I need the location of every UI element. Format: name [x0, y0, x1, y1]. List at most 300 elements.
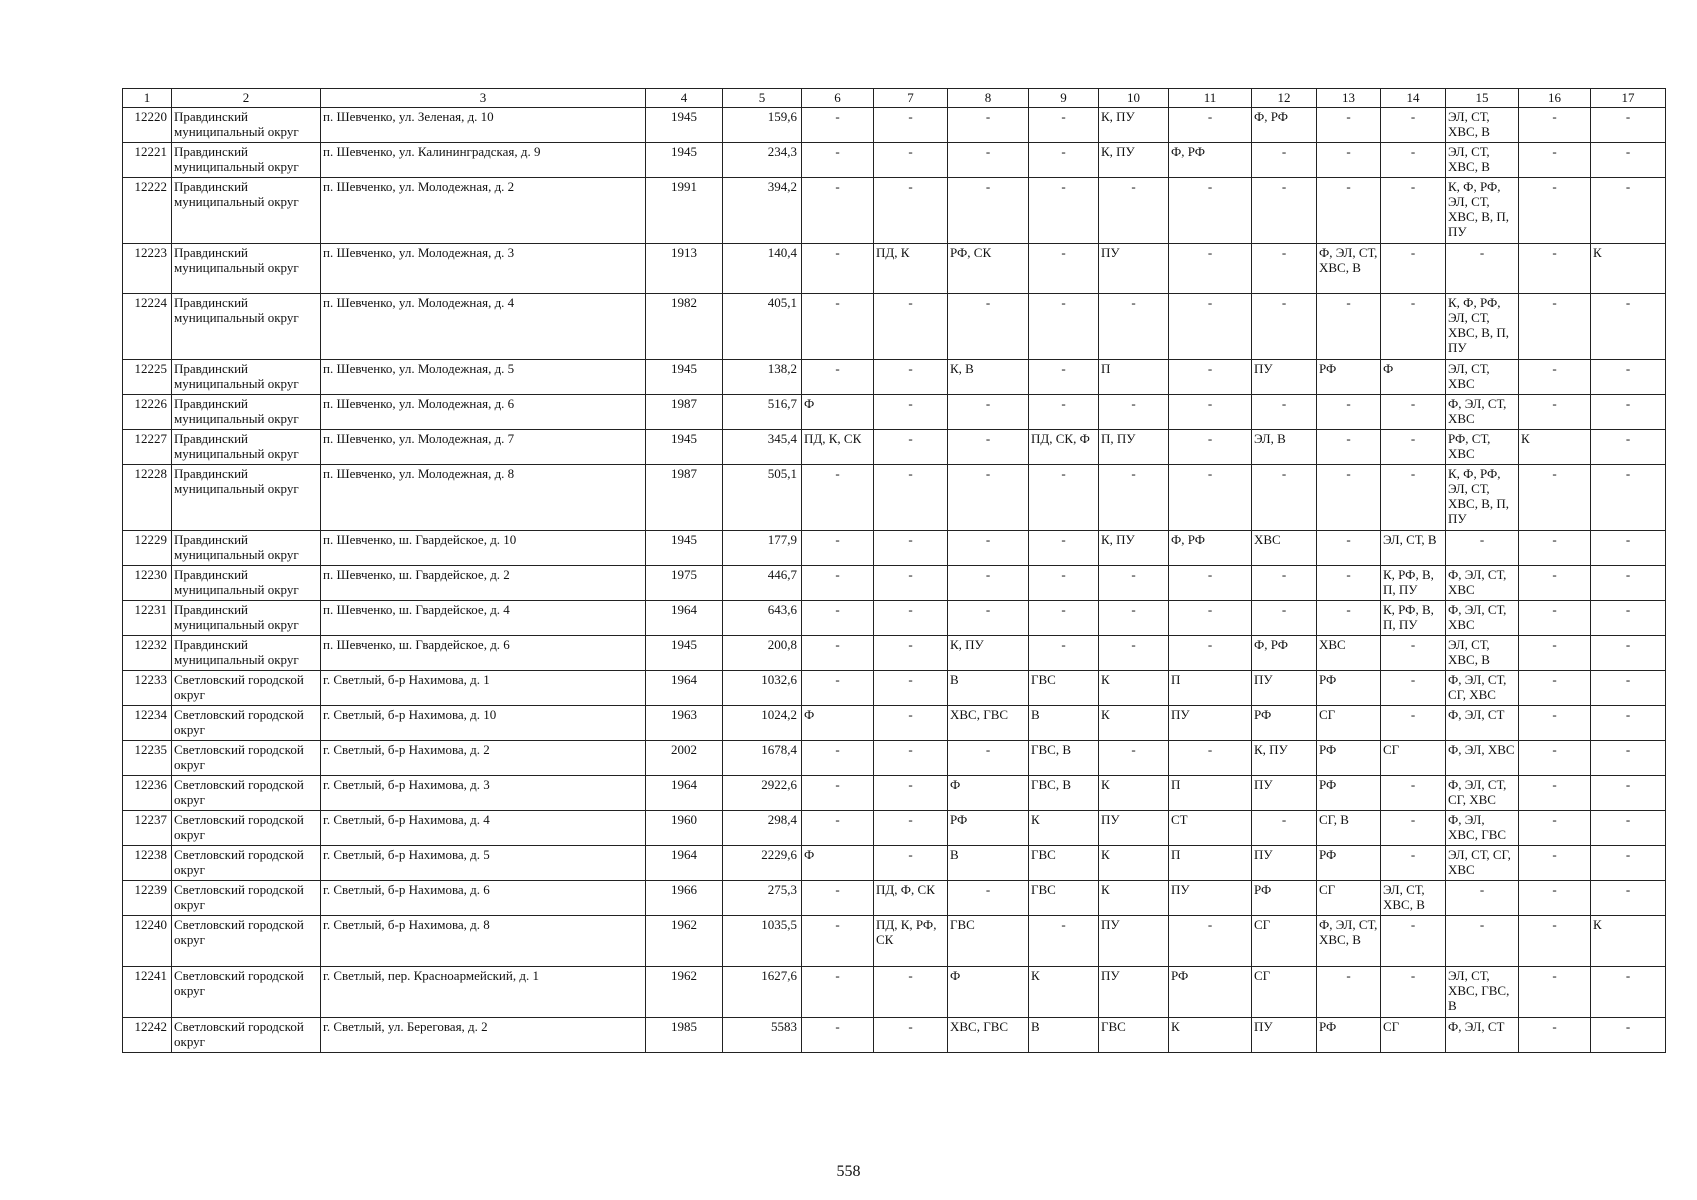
table-cell: Ф, РФ [1169, 531, 1252, 566]
table-cell: ЭЛ, СТ, ХВС, ГВС, В [1446, 967, 1519, 1018]
table-cell: 643,6 [723, 601, 802, 636]
table-cell: - [1519, 776, 1591, 811]
table-cell: - [948, 741, 1029, 776]
table-cell: г. Светлый, б-р Нахимова, д. 4 [321, 811, 646, 846]
table-cell: - [948, 465, 1029, 531]
table-cell: - [802, 776, 874, 811]
table-cell: ГВС [1029, 881, 1099, 916]
column-header: 7 [874, 89, 948, 108]
table-cell: 12235 [123, 741, 172, 776]
table-cell: - [1381, 430, 1446, 465]
table-cell: - [1381, 465, 1446, 531]
table-cell: К [1169, 1018, 1252, 1053]
table-cell: 12222 [123, 178, 172, 244]
table-cell: - [1169, 178, 1252, 244]
table-cell: ГВС [948, 916, 1029, 967]
table-row [123, 531, 1666, 566]
table-cell: 1945 [646, 531, 723, 566]
table-cell: ЭЛ, СТ, ХВС, В [1446, 636, 1519, 671]
table-row [123, 430, 1666, 465]
table-row [123, 566, 1666, 601]
table-cell: - [874, 811, 948, 846]
table-cell: 200,8 [723, 636, 802, 671]
table-cell: К [1099, 846, 1169, 881]
column-header: 2 [172, 89, 321, 108]
table-cell: В [1029, 1018, 1099, 1053]
table-cell: - [1317, 178, 1381, 244]
table-cell: Ф, ЭЛ, СТ [1446, 706, 1519, 741]
table-cell: - [948, 531, 1029, 566]
table-cell: 234,3 [723, 143, 802, 178]
table-cell: ПД, К, РФ, СК [874, 916, 948, 967]
table-cell: - [802, 566, 874, 601]
table-cell: К [1591, 244, 1666, 294]
table-cell: п. Шевченко, ш. Гвардейское, д. 2 [321, 566, 646, 601]
table-cell: 2229,6 [723, 846, 802, 881]
table-cell: - [1169, 395, 1252, 430]
table-cell: 516,7 [723, 395, 802, 430]
table-cell: - [802, 1018, 874, 1053]
table-cell: 1945 [646, 143, 723, 178]
table-cell: - [1519, 244, 1591, 294]
table-cell: ПУ [1169, 706, 1252, 741]
column-header: 11 [1169, 89, 1252, 108]
table-cell: - [874, 531, 948, 566]
table-cell: п. Шевченко, ул. Зеленая, д. 10 [321, 108, 646, 143]
table-row [123, 636, 1666, 671]
table-cell: - [1252, 294, 1317, 360]
table-cell: г. Светлый, пер. Красноармейский, д. 1 [321, 967, 646, 1018]
table-cell: - [1519, 636, 1591, 671]
table-cell: 12220 [123, 108, 172, 143]
table-cell: - [1029, 244, 1099, 294]
table-cell: 345,4 [723, 430, 802, 465]
table-cell: 1987 [646, 395, 723, 430]
table-cell: - [1029, 360, 1099, 395]
table-cell: 1963 [646, 706, 723, 741]
table-cell: - [1519, 706, 1591, 741]
table-cell: - [1381, 967, 1446, 1018]
table-cell: - [1519, 967, 1591, 1018]
table-row [123, 706, 1666, 741]
table-cell: ПУ [1252, 776, 1317, 811]
table-cell: Ф, ЭЛ, СТ [1446, 1018, 1519, 1053]
table-cell: п. Шевченко, ул. Молодежная, д. 3 [321, 244, 646, 294]
table-row [123, 916, 1666, 967]
table-cell: 12241 [123, 967, 172, 1018]
table-row [123, 395, 1666, 430]
table-cell: 1035,5 [723, 916, 802, 967]
table-cell: ЭЛ, СТ, В [1381, 531, 1446, 566]
table-cell: - [1029, 395, 1099, 430]
table-cell: - [1519, 881, 1591, 916]
table-cell: ПУ [1169, 881, 1252, 916]
table-cell: 12233 [123, 671, 172, 706]
table-cell: - [1591, 601, 1666, 636]
table-row [123, 465, 1666, 531]
table-cell: 177,9 [723, 531, 802, 566]
table-cell: - [1591, 967, 1666, 1018]
table-cell: К [1029, 811, 1099, 846]
table-cell: - [1381, 108, 1446, 143]
table-cell: СГ [1252, 967, 1317, 1018]
table-cell: 12234 [123, 706, 172, 741]
column-header: 5 [723, 89, 802, 108]
table-cell: 1945 [646, 430, 723, 465]
table-cell: К [1099, 706, 1169, 741]
table-cell: - [802, 811, 874, 846]
table-cell: 12227 [123, 430, 172, 465]
table-cell: 12225 [123, 360, 172, 395]
table-cell: - [1099, 465, 1169, 531]
table-cell: - [1029, 294, 1099, 360]
table-cell: - [1519, 566, 1591, 601]
table-cell: Светловский городской округ [172, 916, 321, 967]
table-cell: Светловский городской округ [172, 967, 321, 1018]
table-cell: - [1381, 294, 1446, 360]
table-cell: - [802, 916, 874, 967]
table-cell: - [1029, 601, 1099, 636]
table-cell: Светловский городской округ [172, 741, 321, 776]
table-cell: К, РФ, В, П, ПУ [1381, 601, 1446, 636]
table-cell: - [1381, 916, 1446, 967]
table-cell: - [802, 244, 874, 294]
table-cell: Ф [1381, 360, 1446, 395]
table-cell: - [874, 430, 948, 465]
table-cell: - [1317, 566, 1381, 601]
table-cell: Светловский городской округ [172, 811, 321, 846]
table-cell: - [874, 967, 948, 1018]
table-cell: Ф [802, 395, 874, 430]
table-cell: ПУ [1252, 846, 1317, 881]
table-cell: - [1381, 636, 1446, 671]
table-cell: Ф, ЭЛ, СТ, ХВС [1446, 601, 1519, 636]
table-cell: ПД, СК, Ф [1029, 430, 1099, 465]
table-cell: - [1591, 881, 1666, 916]
table-row [123, 671, 1666, 706]
table-cell: П [1099, 360, 1169, 395]
table-cell: - [1519, 671, 1591, 706]
table-cell: - [874, 671, 948, 706]
table-cell: РФ, СТ, ХВС [1446, 430, 1519, 465]
table-cell: - [874, 706, 948, 741]
table-cell: - [802, 360, 874, 395]
table-cell: - [802, 601, 874, 636]
table-cell: - [1169, 430, 1252, 465]
table-cell: п. Шевченко, ш. Гвардейское, д. 4 [321, 601, 646, 636]
table-cell: - [1029, 636, 1099, 671]
table-cell: 1987 [646, 465, 723, 531]
table-cell: Ф, РФ [1252, 108, 1317, 143]
table-cell: - [1381, 846, 1446, 881]
table-cell: - [874, 636, 948, 671]
table-cell: Ф, ЭЛ, ХВС [1446, 741, 1519, 776]
table-cell: - [1381, 811, 1446, 846]
table-cell: ПУ [1099, 811, 1169, 846]
table-cell: - [1252, 601, 1317, 636]
table-cell: 1627,6 [723, 967, 802, 1018]
table-cell: - [948, 108, 1029, 143]
table-cell: - [1519, 178, 1591, 244]
table-cell: - [1317, 143, 1381, 178]
table-cell: РФ [1317, 1018, 1381, 1053]
table-cell: - [1169, 294, 1252, 360]
table-cell: - [1381, 244, 1446, 294]
table-cell: - [1519, 531, 1591, 566]
table-cell: Правдинский муниципальный округ [172, 531, 321, 566]
table-cell: - [802, 967, 874, 1018]
table-cell: Правдинский муниципальный округ [172, 465, 321, 531]
table-cell: - [948, 601, 1029, 636]
table-cell: ПУ [1252, 360, 1317, 395]
table-cell: К, ПУ [1099, 531, 1169, 566]
table-cell: Ф, ЭЛ, СТ, ХВС, В [1317, 244, 1381, 294]
table-cell: - [874, 846, 948, 881]
table-cell: 1945 [646, 636, 723, 671]
column-header: 12 [1252, 89, 1317, 108]
table-cell: Светловский городской округ [172, 881, 321, 916]
table-cell: 12229 [123, 531, 172, 566]
table-cell: К, ПУ [948, 636, 1029, 671]
table-cell: СГ [1252, 916, 1317, 967]
table-cell: ЭЛ, В [1252, 430, 1317, 465]
table-cell: - [1169, 566, 1252, 601]
table-cell: ХВС [1252, 531, 1317, 566]
table-cell: 1032,6 [723, 671, 802, 706]
table-cell: 405,1 [723, 294, 802, 360]
table-cell: ЭЛ, СТ, ХВС, В [1446, 143, 1519, 178]
table-cell: - [1591, 811, 1666, 846]
table-cell: Правдинский муниципальный округ [172, 143, 321, 178]
table-cell: - [1381, 178, 1446, 244]
table-cell: СТ [1169, 811, 1252, 846]
table-cell: 1960 [646, 811, 723, 846]
table-cell: - [1591, 531, 1666, 566]
table-cell: 275,3 [723, 881, 802, 916]
table-body [123, 108, 1666, 1053]
table-cell: В [948, 846, 1029, 881]
table-cell: Правдинский муниципальный округ [172, 294, 321, 360]
table-cell: 1913 [646, 244, 723, 294]
table-cell: - [1446, 244, 1519, 294]
table-row [123, 360, 1666, 395]
table-cell: К, В [948, 360, 1029, 395]
table-cell: - [1169, 636, 1252, 671]
table-cell: - [1519, 741, 1591, 776]
table-cell: - [1519, 395, 1591, 430]
table-cell: - [1591, 395, 1666, 430]
table-cell: К [1099, 776, 1169, 811]
table-cell: - [1591, 360, 1666, 395]
table-cell: - [802, 108, 874, 143]
table-cell: - [1591, 430, 1666, 465]
table-cell: К, РФ, В, П, ПУ [1381, 566, 1446, 601]
table-cell: - [1519, 601, 1591, 636]
table-cell: - [802, 741, 874, 776]
table-cell: 298,4 [723, 811, 802, 846]
table-cell: СГ [1317, 881, 1381, 916]
table-cell: 12224 [123, 294, 172, 360]
table-cell: Ф, РФ [1252, 636, 1317, 671]
table-cell: п. Шевченко, ул. Молодежная, д. 7 [321, 430, 646, 465]
table-cell: 12228 [123, 465, 172, 531]
header-row [123, 89, 1666, 108]
table-cell: - [874, 143, 948, 178]
table-cell: - [1252, 811, 1317, 846]
table-cell: П [1169, 846, 1252, 881]
table-row [123, 967, 1666, 1018]
table-cell: Правдинский муниципальный округ [172, 395, 321, 430]
table-cell: 394,2 [723, 178, 802, 244]
table-cell: 1945 [646, 108, 723, 143]
column-header: 9 [1029, 89, 1099, 108]
table-cell: Ф, ЭЛ, СТ, ХВС [1446, 566, 1519, 601]
column-header: 14 [1381, 89, 1446, 108]
table-cell: - [1519, 846, 1591, 881]
table-cell: РФ [948, 811, 1029, 846]
table-cell: 12238 [123, 846, 172, 881]
table-cell: ЭЛ, СТ, ХВС, В [1381, 881, 1446, 916]
table-row [123, 601, 1666, 636]
table-cell: 1964 [646, 601, 723, 636]
table-cell: Правдинский муниципальный округ [172, 178, 321, 244]
table-cell: - [1317, 395, 1381, 430]
table-cell: п. Шевченко, ул. Молодежная, д. 5 [321, 360, 646, 395]
table-row [123, 294, 1666, 360]
table-cell: 12239 [123, 881, 172, 916]
table-cell: п. Шевченко, ул. Калининградская, д. 9 [321, 143, 646, 178]
table-cell: ПД, К, СК [802, 430, 874, 465]
table-cell: Светловский городской округ [172, 1018, 321, 1053]
table-cell: 1964 [646, 671, 723, 706]
table-cell: 12221 [123, 143, 172, 178]
table-cell: 1991 [646, 178, 723, 244]
table-cell: - [1099, 395, 1169, 430]
table-cell: - [948, 430, 1029, 465]
table-cell: К, ПУ [1252, 741, 1317, 776]
table-cell: - [1099, 178, 1169, 244]
table-cell: К [1519, 430, 1591, 465]
table-cell: ГВС [1099, 1018, 1169, 1053]
table-row [123, 244, 1666, 294]
table-cell: Ф [802, 846, 874, 881]
table-cell: - [1099, 601, 1169, 636]
table-row [123, 776, 1666, 811]
table-cell: - [1099, 741, 1169, 776]
column-header: 15 [1446, 89, 1519, 108]
table-cell: - [1317, 601, 1381, 636]
table-cell: Правдинский муниципальный округ [172, 108, 321, 143]
column-header: 8 [948, 89, 1029, 108]
table-cell: - [948, 294, 1029, 360]
table-cell: г. Светлый, б-р Нахимова, д. 8 [321, 916, 646, 967]
table-cell: ПУ [1099, 967, 1169, 1018]
table-cell: Ф [802, 706, 874, 741]
table-cell: г. Светлый, б-р Нахимова, д. 6 [321, 881, 646, 916]
table-cell: - [1317, 430, 1381, 465]
column-header: 3 [321, 89, 646, 108]
column-header: 4 [646, 89, 723, 108]
table-cell: - [1519, 108, 1591, 143]
table-cell: 1962 [646, 967, 723, 1018]
table-cell: - [1169, 916, 1252, 967]
table-cell: ПД, К [874, 244, 948, 294]
table-cell: - [874, 108, 948, 143]
table-cell: К, Ф, РФ, ЭЛ, СТ, ХВС, В, П, ПУ [1446, 294, 1519, 360]
table-cell: - [1519, 143, 1591, 178]
table-cell: 12230 [123, 566, 172, 601]
table-cell: 1985 [646, 1018, 723, 1053]
table-cell: Ф, ЭЛ, ХВС, ГВС [1446, 811, 1519, 846]
table-cell: ЭЛ, СТ, ХВС, В [1446, 108, 1519, 143]
table-cell: - [1591, 1018, 1666, 1053]
table-cell: РФ [1317, 846, 1381, 881]
table-cell: - [1317, 531, 1381, 566]
table-cell: К, Ф, РФ, ЭЛ, СТ, ХВС, В, П, ПУ [1446, 465, 1519, 531]
table-row [123, 108, 1666, 143]
table-cell: 1964 [646, 776, 723, 811]
table-cell: - [1029, 143, 1099, 178]
table-cell: 505,1 [723, 465, 802, 531]
table-cell: 159,6 [723, 108, 802, 143]
table-cell: Правдинский муниципальный округ [172, 636, 321, 671]
table-cell: Ф, РФ [1169, 143, 1252, 178]
table-cell: - [1591, 108, 1666, 143]
table-cell: - [948, 178, 1029, 244]
table-cell: - [874, 178, 948, 244]
table-cell: ГВС, В [1029, 776, 1099, 811]
table-cell: - [1029, 916, 1099, 967]
table-cell: - [1252, 566, 1317, 601]
column-header: 10 [1099, 89, 1169, 108]
table-cell: В [1029, 706, 1099, 741]
table-cell: СГ [1381, 1018, 1446, 1053]
table-cell: К [1099, 881, 1169, 916]
table-cell: СГ, В [1317, 811, 1381, 846]
table-cell: - [1591, 741, 1666, 776]
table-cell: ПУ [1252, 671, 1317, 706]
table-cell: 1964 [646, 846, 723, 881]
table-cell: РФ [1252, 881, 1317, 916]
table-cell: Ф, ЭЛ, СТ, ХВС [1446, 395, 1519, 430]
table-cell: Правдинский муниципальный округ [172, 566, 321, 601]
table-cell: - [1317, 294, 1381, 360]
table-cell: К [1099, 671, 1169, 706]
table-cell: ПД, Ф, СК [874, 881, 948, 916]
table-cell: - [1252, 395, 1317, 430]
table-cell: - [1252, 244, 1317, 294]
table-cell: П [1169, 671, 1252, 706]
table-cell: 1678,4 [723, 741, 802, 776]
table-cell: - [1317, 108, 1381, 143]
table-cell: ХВС, ГВС [948, 706, 1029, 741]
table-cell: - [802, 671, 874, 706]
table-cell: - [874, 1018, 948, 1053]
table-cell: - [948, 395, 1029, 430]
table-cell: 12223 [123, 244, 172, 294]
table-cell: - [802, 531, 874, 566]
table-cell: - [1099, 294, 1169, 360]
table-cell: - [948, 566, 1029, 601]
table-cell: Ф, ЭЛ, СТ, ХВС, В [1317, 916, 1381, 967]
table-cell: РФ [1317, 776, 1381, 811]
table-cell: - [1252, 178, 1317, 244]
table-cell: СГ [1381, 741, 1446, 776]
column-header: 16 [1519, 89, 1591, 108]
table-cell: 2922,6 [723, 776, 802, 811]
table-cell: - [1099, 566, 1169, 601]
table-cell: П [1169, 776, 1252, 811]
